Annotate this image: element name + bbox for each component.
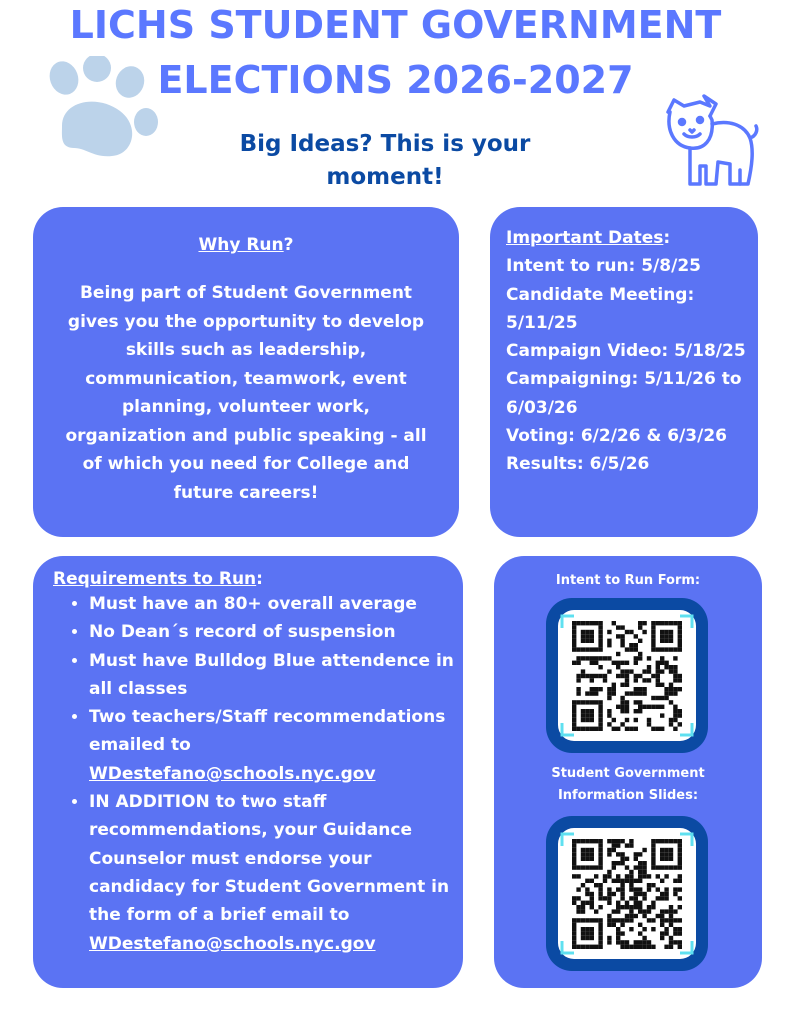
qr-code-intent-form[interactable] — [546, 598, 708, 753]
requirements-card — [33, 556, 463, 988]
date-item: Campaigning: 5/11/26 to 6/03/26 — [506, 369, 742, 418]
qr-code-info-slides[interactable] — [546, 816, 708, 971]
why-run-card — [33, 207, 459, 537]
why-run-body: Being part of Student Government gives you the opportunity to develop skills such as leadership, communication, teamwork, event planning, volunteer work, organization and public speaking - all of which you need for College and future careers! — [65, 283, 427, 503]
requirement-item: • No Dean´s record of suspension — [89, 618, 469, 646]
requirements-heading-text: Requirements to Run — [53, 569, 257, 589]
requirement-item — [89, 703, 469, 788]
qr-label-intent-form: Intent to Run Form: — [555, 573, 701, 588]
qr-label-info-slides-line-2: Information Slides: — [557, 788, 699, 803]
title-line-2: ELECTIONS 2026-2027 — [157, 58, 634, 102]
important-dates-heading-text: Important Dates — [506, 228, 664, 248]
qr-codes-card — [494, 556, 762, 988]
requirement-item: • Must have an 80+ overall average — [89, 590, 469, 618]
requirement-item — [89, 788, 469, 958]
subtitle-line-1: Big Ideas? This is your — [239, 131, 531, 157]
qr-label-info-slides-line-1: Student Government — [551, 766, 705, 781]
important-dates-heading-suffix: : — [663, 228, 671, 248]
requirements-heading-suffix: : — [256, 569, 263, 589]
why-run-heading-suffix: ? — [283, 235, 294, 255]
requirement-item: • Must have Bulldog Blue attendence in all classes — [89, 647, 469, 704]
requirements-heading — [53, 568, 263, 590]
date-item: Voting: 6/2/26 & 6/3/26 — [506, 426, 727, 447]
date-item: Intent to run: 5/8/25 — [506, 256, 701, 277]
subtitle-line-2: moment! — [326, 164, 444, 190]
requirement-item-text: IN ADDITION to two staff recommendations, your Guidance Counselor must endorse your candidacy for Student Government in the form of a brief email to — [89, 792, 450, 926]
date-item: Results: 6/5/26 — [506, 454, 650, 475]
bulldog-icon — [660, 90, 760, 190]
important-dates-heading — [506, 224, 752, 252]
subtitle — [200, 128, 570, 194]
requirement-item-text: Two teachers/Staff recommendations emailed to — [89, 707, 446, 756]
qr-label-info-slides — [494, 763, 762, 807]
requirements-list — [71, 590, 469, 958]
email-link[interactable]: WDestefano@schools.nyc.gov — [89, 763, 376, 784]
why-run-heading — [33, 235, 459, 255]
title-line-1: LICHS STUDENT GOVERNMENT — [69, 3, 722, 47]
email-link[interactable]: WDestefano@schools.nyc.gov — [89, 933, 376, 954]
date-item: Candidate Meeting: 5/11/25 — [506, 284, 695, 333]
important-dates-card — [490, 207, 758, 537]
date-item: Campaign Video: 5/18/25 — [506, 341, 746, 362]
why-run-heading-text: Why Run — [198, 235, 284, 255]
